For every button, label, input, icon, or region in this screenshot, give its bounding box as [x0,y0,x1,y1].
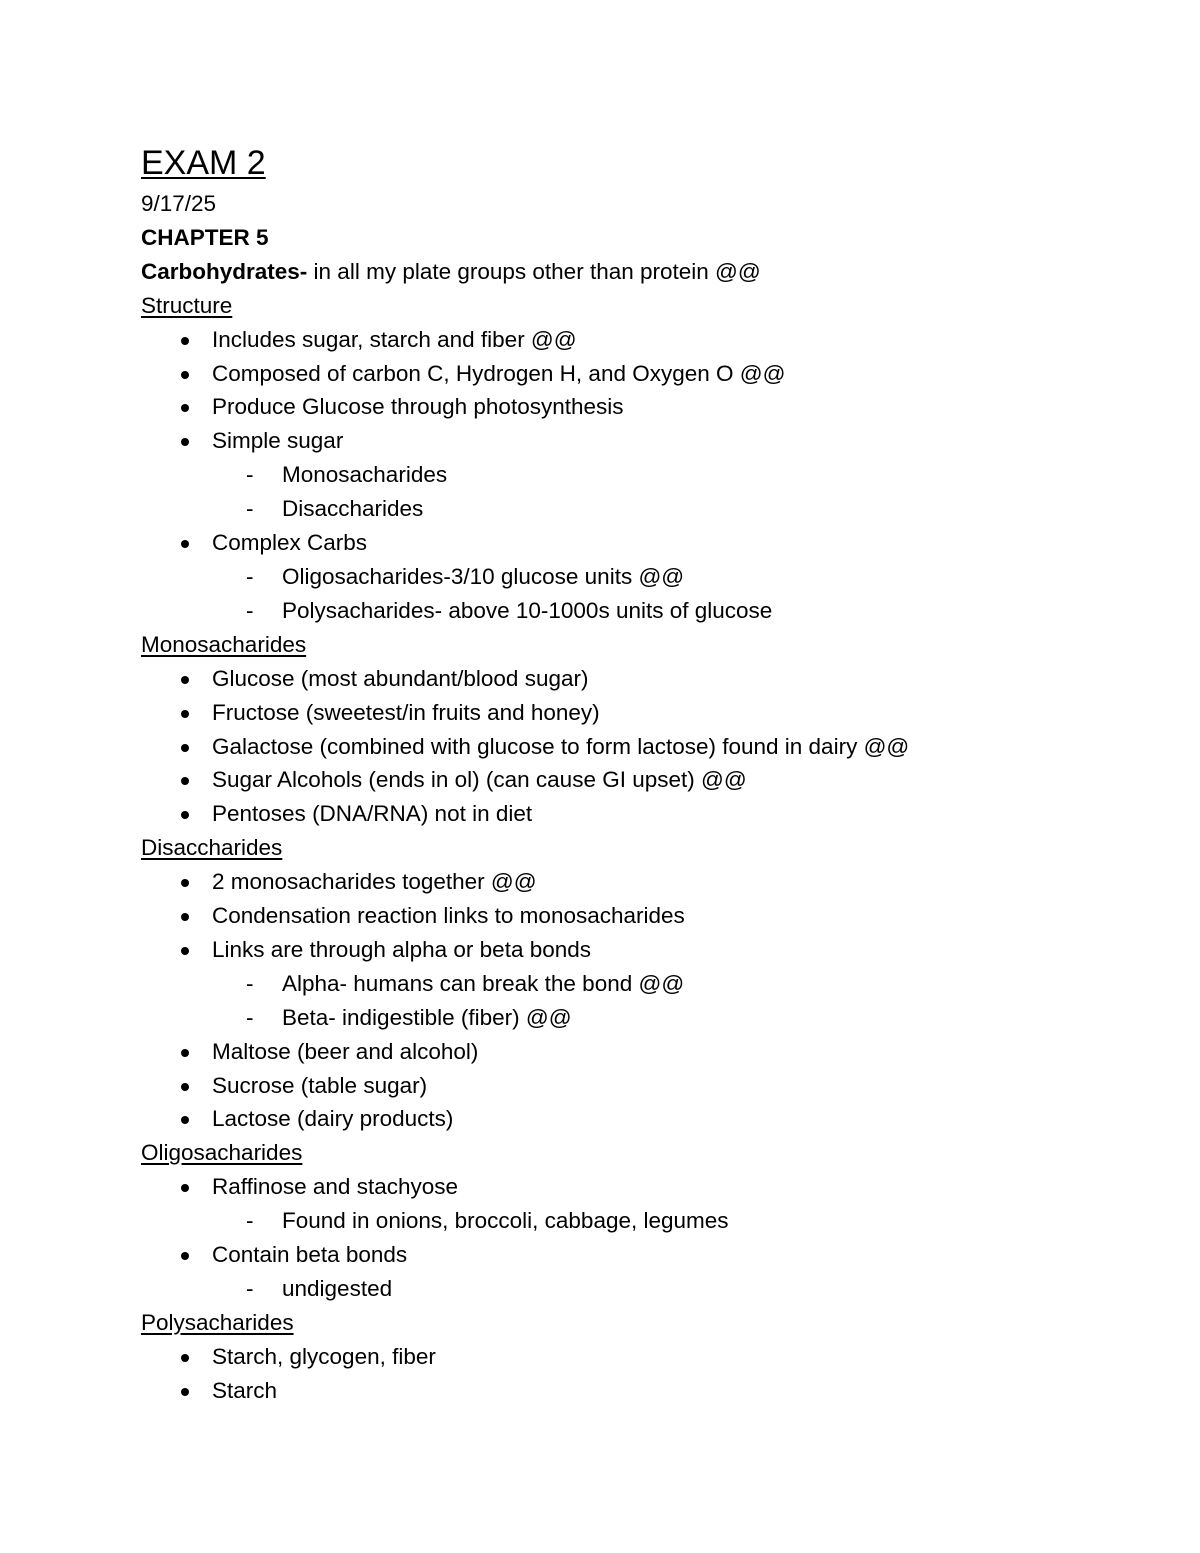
sub-list-item: - Found in onions, broccoli, cabbage, legumes [141,1204,1121,1238]
intro-term: Carbohydrates- [141,258,308,284]
bullet-icon [181,1116,189,1124]
list-item: Sugar Alcohols (ends in ol) (can cause GI upset) @@ [141,763,1121,797]
dash-icon: - [246,970,254,996]
bullet-icon [181,913,189,921]
dash-icon: - [246,496,254,522]
sub-list-item: - undigested [141,1272,1121,1306]
list-item: Simple sugar [141,424,1121,458]
list-item: Links are through alpha or beta bonds [141,933,1121,967]
list-item: Composed of carbon C, Hydrogen H, and Oxygen O @@ [141,357,1121,391]
bullet-icon [181,1252,189,1260]
list-item: Fructose (sweetest/in fruits and honey) [141,696,1121,730]
intro-text: in all my plate groups other than protein @@ [307,258,761,284]
sub-list-item: - Oligosacharides-3/10 glucose units @@ [141,560,1121,594]
list-item: 2 monosacharides together @@ [141,865,1121,899]
bullet-icon [181,710,189,718]
section-heading-polysacharides: Polysacharides [141,1309,294,1335]
dash-icon: - [246,1208,254,1234]
structure-list [141,323,1121,628]
section-heading-oligosacharides: Oligosacharides [141,1140,303,1166]
list-item: Starch [141,1374,1121,1408]
bullet-icon [181,337,189,345]
bullet-icon [181,1049,189,1057]
list-item: Sucrose (table sugar) [141,1069,1121,1103]
document-title: EXAM 2 [141,144,266,182]
bullet-icon [181,1083,189,1091]
list-item: Pentoses (DNA/RNA) not in diet [141,797,1121,831]
bullet-icon [181,1354,189,1362]
list-item: Includes sugar, starch and fiber @@ [141,323,1121,357]
bullet-icon [181,438,189,446]
list-item: Produce Glucose through photosynthesis [141,390,1121,424]
list-item: Contain beta bonds [141,1238,1121,1272]
section-heading-monosacharides: Monosacharides [141,631,307,657]
dash-icon: - [246,597,254,623]
sub-list-item: - Alpha- humans can break the bond @@ [141,967,1121,1001]
bullet-icon [181,811,189,819]
dash-icon: - [246,1004,254,1030]
list-item: Glucose (most abundant/blood sugar) [141,662,1121,696]
sub-list-item: - Disaccharides [141,492,1121,526]
bullet-icon [181,404,189,412]
monosacharides-list [141,662,1121,832]
dash-icon: - [246,563,254,589]
oligosacharides-list [141,1170,1121,1306]
sub-list-item: - Monosacharides [141,458,1121,492]
bullet-icon [181,540,189,548]
list-item: Raffinose and stachyose [141,1170,1121,1204]
list-item: Complex Carbs [141,526,1121,560]
bullet-icon [181,371,189,379]
list-item: Condensation reaction links to monosacharides [141,899,1121,933]
bullet-icon [181,676,189,684]
list-item: Lactose (dairy products) [141,1102,1121,1136]
chapter-heading: CHAPTER 5 [141,224,269,250]
intro-line [141,255,1121,289]
document-body [141,141,1121,1408]
bullet-icon [181,1184,189,1192]
list-item: Maltose (beer and alcohol) [141,1035,1121,1069]
bullet-icon [181,744,189,752]
section-heading-disaccharides: Disaccharides [141,835,283,861]
disaccharides-list [141,865,1121,1136]
sub-list-item: - Polysacharides- above 10-1000s units of glucose [141,594,1121,628]
section-heading-structure: Structure [141,292,233,318]
bullet-icon [181,879,189,887]
dash-icon: - [246,462,254,488]
bullet-icon [181,947,189,955]
bullet-icon [181,777,189,785]
dash-icon: - [246,1276,254,1301]
polysacharides-list [141,1340,1121,1408]
document-date: 9/17/25 [141,191,217,216]
bullet-icon [181,1388,189,1396]
sub-list-item: - Beta- indigestible (fiber) @@ [141,1001,1121,1035]
list-item: Galactose (combined with glucose to form lactose) found in dairy @@ [141,730,1121,764]
list-item: Starch, glycogen, fiber [141,1340,1121,1374]
